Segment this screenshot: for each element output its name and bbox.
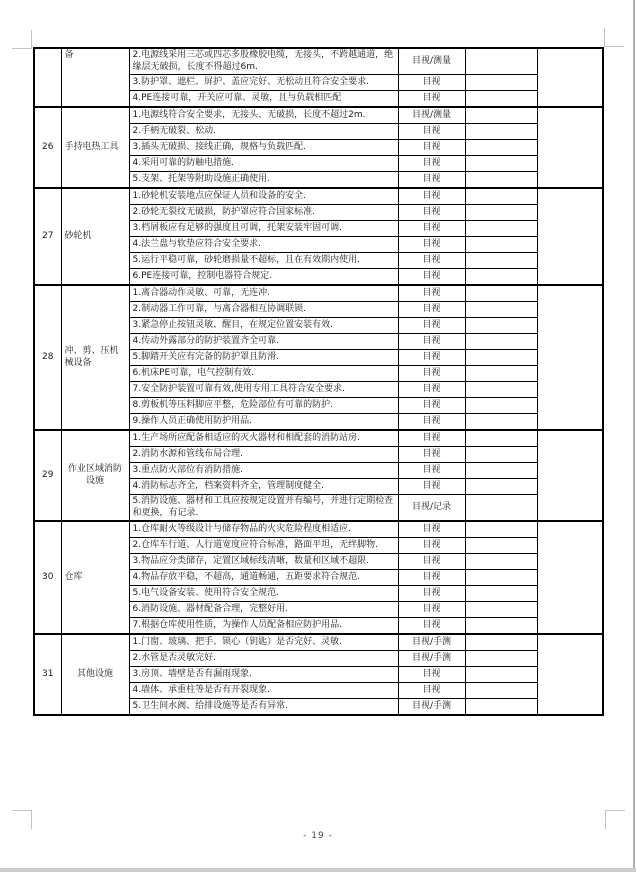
check-result-cell — [465, 382, 537, 398]
check-method-cell: 目视 — [398, 221, 465, 237]
category-name-cell: 作业区域消防设施 — [61, 430, 129, 521]
inspection-item-cell: 7.根据仓库使用性质，为操作人员配备相应防护用品. — [129, 618, 398, 635]
check-result-cell — [465, 586, 537, 602]
checklist-table-body — [34, 48, 603, 715]
check-method-cell: 目视 — [398, 479, 465, 495]
inspection-item-cell: 2.仓库车行道、人行道宽度应符合标准，路面平坦，无绊脚物. — [129, 538, 398, 554]
remark-cell — [537, 634, 603, 715]
category-name-cell: 备 — [61, 48, 129, 107]
inspection-item-cell: 4.消防标志齐全，档案资料齐全，管理制度健全. — [129, 479, 398, 495]
check-method-cell: 目视 — [398, 586, 465, 602]
check-method-cell: 目视/测量 — [398, 107, 465, 124]
inspection-item-cell: 3.物品应分类储存，定置区域标线清晰，数量和区域不超限. — [129, 554, 398, 570]
check-method-cell: 目视 — [398, 430, 465, 447]
inspection-item-cell: 7.安全防护装置可靠有效,使用专用工具符合安全要求. — [129, 382, 398, 398]
check-result-cell — [465, 463, 537, 479]
row-number-cell: 26 — [34, 107, 61, 188]
checklist-row — [34, 107, 603, 124]
category-name-cell: 砂轮机 — [61, 188, 129, 285]
margin-crop-mark-top-left — [12, 30, 32, 49]
check-method-cell: 目视 — [398, 683, 465, 699]
check-result-cell — [465, 140, 537, 156]
inspection-item-cell: 8.剪板机等压料脚应平整，危险部位有可靠的防护. — [129, 398, 398, 414]
check-method-cell: 目视 — [398, 140, 465, 156]
check-result-cell — [465, 318, 537, 334]
check-method-cell: 目视 — [398, 414, 465, 431]
check-result-cell — [465, 570, 537, 586]
check-result-cell — [465, 618, 537, 635]
checklist-row — [34, 521, 603, 538]
inspection-item-cell: 2.制动器工作可靠，与离合器相互协调联锁. — [129, 302, 398, 318]
check-result-cell — [465, 683, 537, 699]
check-method-cell: 目视 — [398, 237, 465, 253]
category-name-cell: 其他设施 — [61, 634, 129, 715]
row-number-cell: 28 — [34, 285, 61, 430]
inspection-item-cell: 1.砂轮机安装地点应保证人员和设备的安全. — [129, 188, 398, 205]
check-result-cell — [465, 447, 537, 463]
check-result-cell — [465, 172, 537, 189]
check-method-cell: 目视 — [398, 75, 465, 91]
inspection-item-cell: 6.PE连接可靠，控制电器符合规定. — [129, 269, 398, 286]
inspection-item-cell: 4.传动外露部分的防护装置齐全可靠. — [129, 334, 398, 350]
check-method-cell: 目视 — [398, 602, 465, 618]
inspection-item-cell: 5.卫生间水阀、给排设施等是否有异常. — [129, 699, 398, 716]
remark-cell — [537, 48, 603, 107]
check-method-cell: 目视 — [398, 521, 465, 538]
window-right-edge — [633, 0, 635, 872]
inspection-item-cell: 3.插头无破损、接线正确，规格与负载匹配. — [129, 140, 398, 156]
check-method-cell: 目视/手测 — [398, 651, 465, 667]
check-result-cell — [465, 554, 537, 570]
category-name-cell: 仓库 — [61, 521, 129, 634]
check-result-cell — [465, 269, 537, 286]
check-result-cell — [465, 634, 537, 651]
check-result-cell — [465, 398, 537, 414]
row-number-cell — [34, 48, 61, 107]
inspection-item-cell: 6.机床PE可靠，电气控制有效. — [129, 366, 398, 382]
check-method-cell: 目视 — [398, 447, 465, 463]
checklist-row — [34, 285, 603, 302]
inspection-item-cell: 4.采用可靠的防触电措施. — [129, 156, 398, 172]
remark-cell — [537, 430, 603, 521]
check-method-cell: 目视 — [398, 618, 465, 635]
inspection-item-cell: 4.墙体、承重柱等是否有开裂现象. — [129, 683, 398, 699]
row-number-cell: 27 — [34, 188, 61, 285]
check-result-cell — [465, 48, 537, 75]
checklist-row — [34, 188, 603, 205]
check-method-cell: 目视 — [398, 463, 465, 479]
row-number-cell: 30 — [34, 521, 61, 634]
check-result-cell — [465, 253, 537, 269]
inspection-item-cell: 2.消防水源和管线布局合理. — [129, 447, 398, 463]
check-result-cell — [465, 124, 537, 140]
check-result-cell — [465, 221, 537, 237]
inspection-item-cell: 3.紧急停止按钮灵敏、醒目，在规定位置安装有效. — [129, 318, 398, 334]
check-method-cell: 目视 — [398, 124, 465, 140]
inspection-item-cell: 5.脚踏开关应有完备的防护罩且防滑. — [129, 350, 398, 366]
check-result-cell — [465, 602, 537, 618]
check-result-cell — [465, 302, 537, 318]
check-method-cell: 目视 — [398, 205, 465, 221]
check-result-cell — [465, 188, 537, 205]
check-result-cell — [465, 538, 537, 554]
check-result-cell — [465, 334, 537, 350]
inspection-item-cell: 4.物品存放平稳，不超高，通道畅通，五距要求符合规范. — [129, 570, 398, 586]
check-method-cell: 目视 — [398, 269, 465, 286]
check-result-cell — [465, 479, 537, 495]
check-method-cell: 目视 — [398, 318, 465, 334]
category-name-cell: 冲、剪、压机械设备 — [61, 285, 129, 430]
inspection-item-cell: 5.电气设备安装、使用符合安全规范. — [129, 586, 398, 602]
inspection-item-cell: 3.房顶、墙壁是否有漏雨现象. — [129, 667, 398, 683]
inspection-item-cell: 1.仓库耐火等级设计与储存物品的火灾危险程度相适应. — [129, 521, 398, 538]
inspection-item-cell: 4.法兰盘与软垫应符合安全要求. — [129, 237, 398, 253]
remark-cell — [537, 107, 603, 188]
check-result-cell — [465, 651, 537, 667]
check-result-cell — [465, 366, 537, 382]
inspection-item-cell: 5.运行平稳可靠，砂轮磨损量不超标，且在有效期内使用. — [129, 253, 398, 269]
check-method-cell: 目视 — [398, 253, 465, 269]
check-method-cell: 目视 — [398, 350, 465, 366]
check-method-cell: 目视/记录 — [398, 495, 465, 522]
check-result-cell — [465, 699, 537, 716]
check-result-cell — [465, 350, 537, 366]
check-result-cell — [465, 75, 537, 91]
inspection-item-cell: 5.支架、托架等附助设施正确使用. — [129, 172, 398, 189]
inspection-item-cell: 9.操作人员正确使用防护用品. — [129, 414, 398, 431]
check-result-cell — [465, 430, 537, 447]
margin-crop-mark-top-right — [604, 28, 624, 47]
check-result-cell — [465, 521, 537, 538]
check-method-cell: 目视 — [398, 302, 465, 318]
check-method-cell: 目视 — [398, 156, 465, 172]
check-method-cell: 目视 — [398, 188, 465, 205]
margin-crop-mark-bottom-left — [12, 810, 32, 829]
inspection-checklist-table — [33, 47, 604, 716]
check-method-cell: 目视/测量 — [398, 48, 465, 75]
check-method-cell: 目视 — [398, 382, 465, 398]
check-result-cell — [465, 414, 537, 431]
inspection-item-cell: 1.电源线符合安全要求，无接头、无破损，长度不超过2m. — [129, 107, 398, 124]
check-method-cell: 目视 — [398, 366, 465, 382]
check-result-cell — [465, 667, 537, 683]
check-result-cell — [465, 495, 537, 522]
inspection-item-cell: 2.手柄无破裂、松动. — [129, 124, 398, 140]
check-method-cell: 目视 — [398, 285, 465, 302]
check-result-cell — [465, 156, 537, 172]
check-method-cell: 目视/手测 — [398, 699, 465, 716]
check-result-cell — [465, 285, 537, 302]
checklist-row — [34, 48, 603, 75]
check-method-cell: 目视 — [398, 538, 465, 554]
check-method-cell: 目视 — [398, 554, 465, 570]
remark-cell — [537, 188, 603, 285]
inspection-item-cell: 1.门窗、玻璃、把手、锁心（钥匙）是否完好、灵敏. — [129, 634, 398, 651]
check-result-cell — [465, 205, 537, 221]
inspection-item-cell: 1.离合器动作灵敏、可靠，无连冲. — [129, 285, 398, 302]
inspection-item-cell: 2.砂轮无裂纹无破损，防护罩应符合国家标准. — [129, 205, 398, 221]
check-result-cell — [465, 91, 537, 108]
row-number-cell: 29 — [34, 430, 61, 521]
inspection-item-cell: 3.档屑板应有足够的强度且可调，托架安装牢固可调. — [129, 221, 398, 237]
inspection-item-cell: 2.水管是否灵敏完好. — [129, 651, 398, 667]
page-number: - 19 - — [303, 831, 333, 841]
check-result-cell — [465, 107, 537, 124]
inspection-item-cell: 3.防护罩、遮栏、屏护、盖应完好、无松动且符合安全要求. — [129, 75, 398, 91]
check-method-cell: 目视 — [398, 398, 465, 414]
remark-cell — [537, 521, 603, 634]
check-method-cell: 目视 — [398, 570, 465, 586]
inspection-item-cell: 1.生产场所应配备相适应的灭火器材和相配套的消防站房. — [129, 430, 398, 447]
check-method-cell: 目视 — [398, 172, 465, 189]
check-method-cell: 目视 — [398, 334, 465, 350]
check-method-cell: 目视 — [398, 667, 465, 683]
check-method-cell: 目视/手测 — [398, 634, 465, 651]
inspection-item-cell: 3.重点防火部位有消防措施. — [129, 463, 398, 479]
row-number-cell: 31 — [34, 634, 61, 715]
check-result-cell — [465, 237, 537, 253]
checklist-row — [34, 634, 603, 651]
inspection-item-cell: 5.消防设施、器材和工具应按规定设置并有编号，并进行定期检查和更换，有记录. — [129, 495, 398, 522]
checklist-row — [34, 430, 603, 447]
inspection-item-cell: 4.PE连接可靠，开关应可靠、灵敏，且与负载相匹配 — [129, 91, 398, 108]
remark-cell — [537, 285, 603, 430]
category-name-cell: 手持电热工具 — [61, 107, 129, 188]
inspection-item-cell: 6.消防设施、器材配备合理，完整好用. — [129, 602, 398, 618]
check-method-cell: 目视 — [398, 91, 465, 108]
window-bottom-edge — [0, 868, 636, 872]
inspection-item-cell: 2.电源线采用三芯或四芯多股橡胶电缆，无接头，不跨越通道，绝缘层无破损，长度不得超过6m. — [129, 48, 398, 75]
margin-crop-mark-bottom-right — [605, 810, 625, 829]
